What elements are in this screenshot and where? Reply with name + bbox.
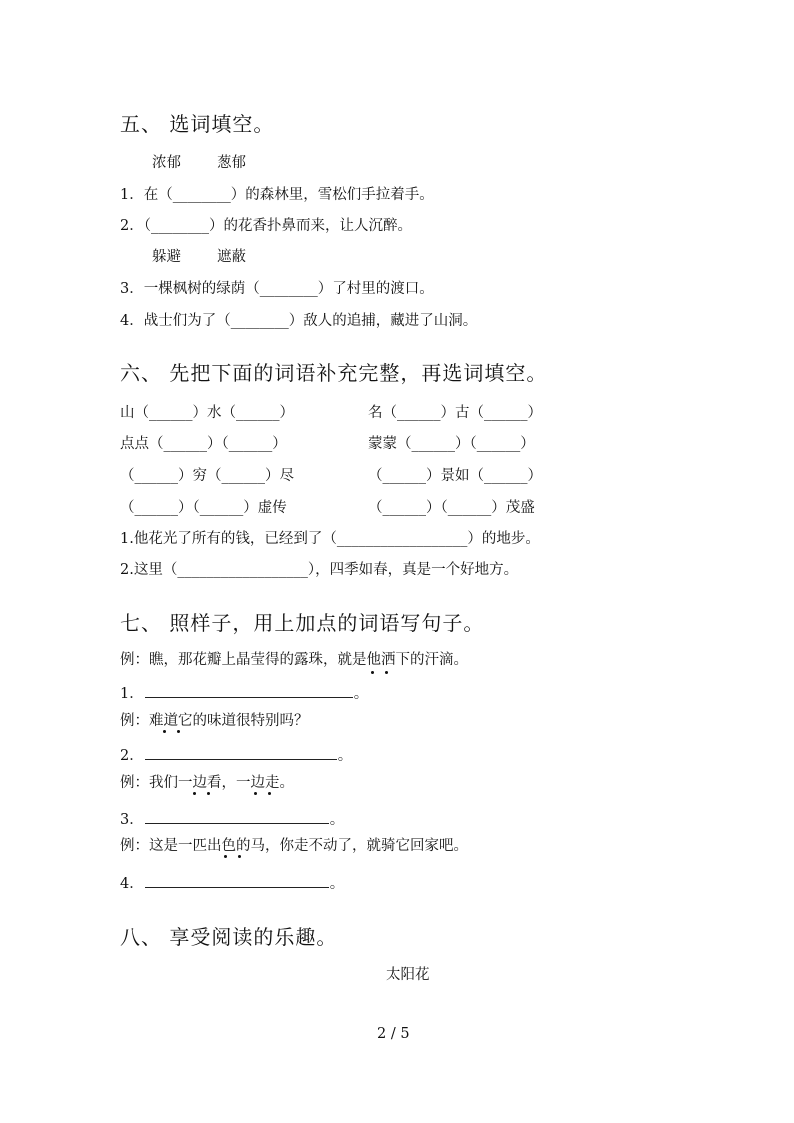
emphasis-dot bbox=[238, 855, 241, 858]
answer-line-4[interactable]: 4． 。 bbox=[120, 872, 344, 893]
emphasis-dot bbox=[163, 730, 166, 733]
idiom-item: （______）（______）茂盛 bbox=[368, 500, 535, 516]
word-option: 浓郁 bbox=[152, 155, 181, 171]
emphasis-dot bbox=[193, 792, 196, 795]
example-sentence-2: 例：难道它的味道很特别吗？ bbox=[120, 713, 309, 729]
question-2: 2．（________）的花香扑鼻而来，让人沉醉。 bbox=[120, 218, 412, 234]
idiom-item: 山（______）水（______） bbox=[120, 405, 294, 421]
answer-line-3[interactable]: 3． 。 bbox=[120, 808, 344, 829]
page-number: 2 / 5 bbox=[377, 1026, 410, 1042]
emphasis-dot bbox=[268, 792, 271, 795]
section-5-heading: 五、 选词填空。 bbox=[120, 112, 275, 136]
word-option: 躲避 bbox=[152, 249, 181, 265]
answer-line-2[interactable]: 2． 。 bbox=[120, 744, 352, 765]
example-sentence-3: 例：我们一边看，一边走。 bbox=[120, 775, 294, 791]
idiom-item: （______）景如（______） bbox=[368, 468, 542, 484]
example-sentence-4: 例：这是一匹出色的马，你走不动了，就骑它回家吧。 bbox=[120, 838, 468, 854]
word-option: 葱郁 bbox=[217, 155, 246, 171]
question-1: 1．在（________）的森林里，雪松们手拉着手。 bbox=[120, 187, 434, 203]
question-3: 3．一棵枫树的绿荫（________）了村里的渡口。 bbox=[120, 281, 434, 297]
idiom-item: （______）（______）虚传 bbox=[120, 500, 287, 516]
word-option: 遮蔽 bbox=[217, 249, 246, 265]
section-8-heading: 八、 享受阅读的乐趣。 bbox=[120, 925, 338, 949]
emphasis-dot bbox=[371, 671, 374, 674]
emphasis-dot bbox=[207, 792, 210, 795]
fill-question-2: 2.这里（__________________），四季如春，真是一个好地方。 bbox=[120, 562, 519, 578]
idiom-item: （______）穷（______）尽 bbox=[120, 468, 294, 484]
emphasis-dot bbox=[254, 792, 257, 795]
emphasis-dot bbox=[385, 671, 388, 674]
answer-line-1[interactable]: 1． 。 bbox=[120, 682, 368, 703]
section-7-heading: 七、 照样子，用上加点的词语写句子。 bbox=[120, 611, 485, 635]
fill-question-1: 1.他花光了所有的钱，已经到了（__________________）的地步。 bbox=[120, 531, 540, 547]
emphasis-dot bbox=[224, 855, 227, 858]
section-6-heading: 六、 先把下面的词语补充完整，再选词填空。 bbox=[120, 361, 548, 385]
emphasis-dot bbox=[177, 730, 180, 733]
reading-title: 太阳花 bbox=[386, 967, 430, 983]
example-sentence-1: 例：瞧，那花瓣上晶莹得的露珠，就是他洒下的汗滴。 bbox=[120, 652, 468, 668]
question-4: 4．战士们为了（________）敌人的追捕，藏进了山洞。 bbox=[120, 313, 478, 329]
idiom-item: 蒙蒙（______）（______） bbox=[368, 436, 535, 452]
idiom-item: 点点（______）（______） bbox=[120, 436, 287, 452]
idiom-item: 名（______）古（______） bbox=[368, 405, 542, 421]
